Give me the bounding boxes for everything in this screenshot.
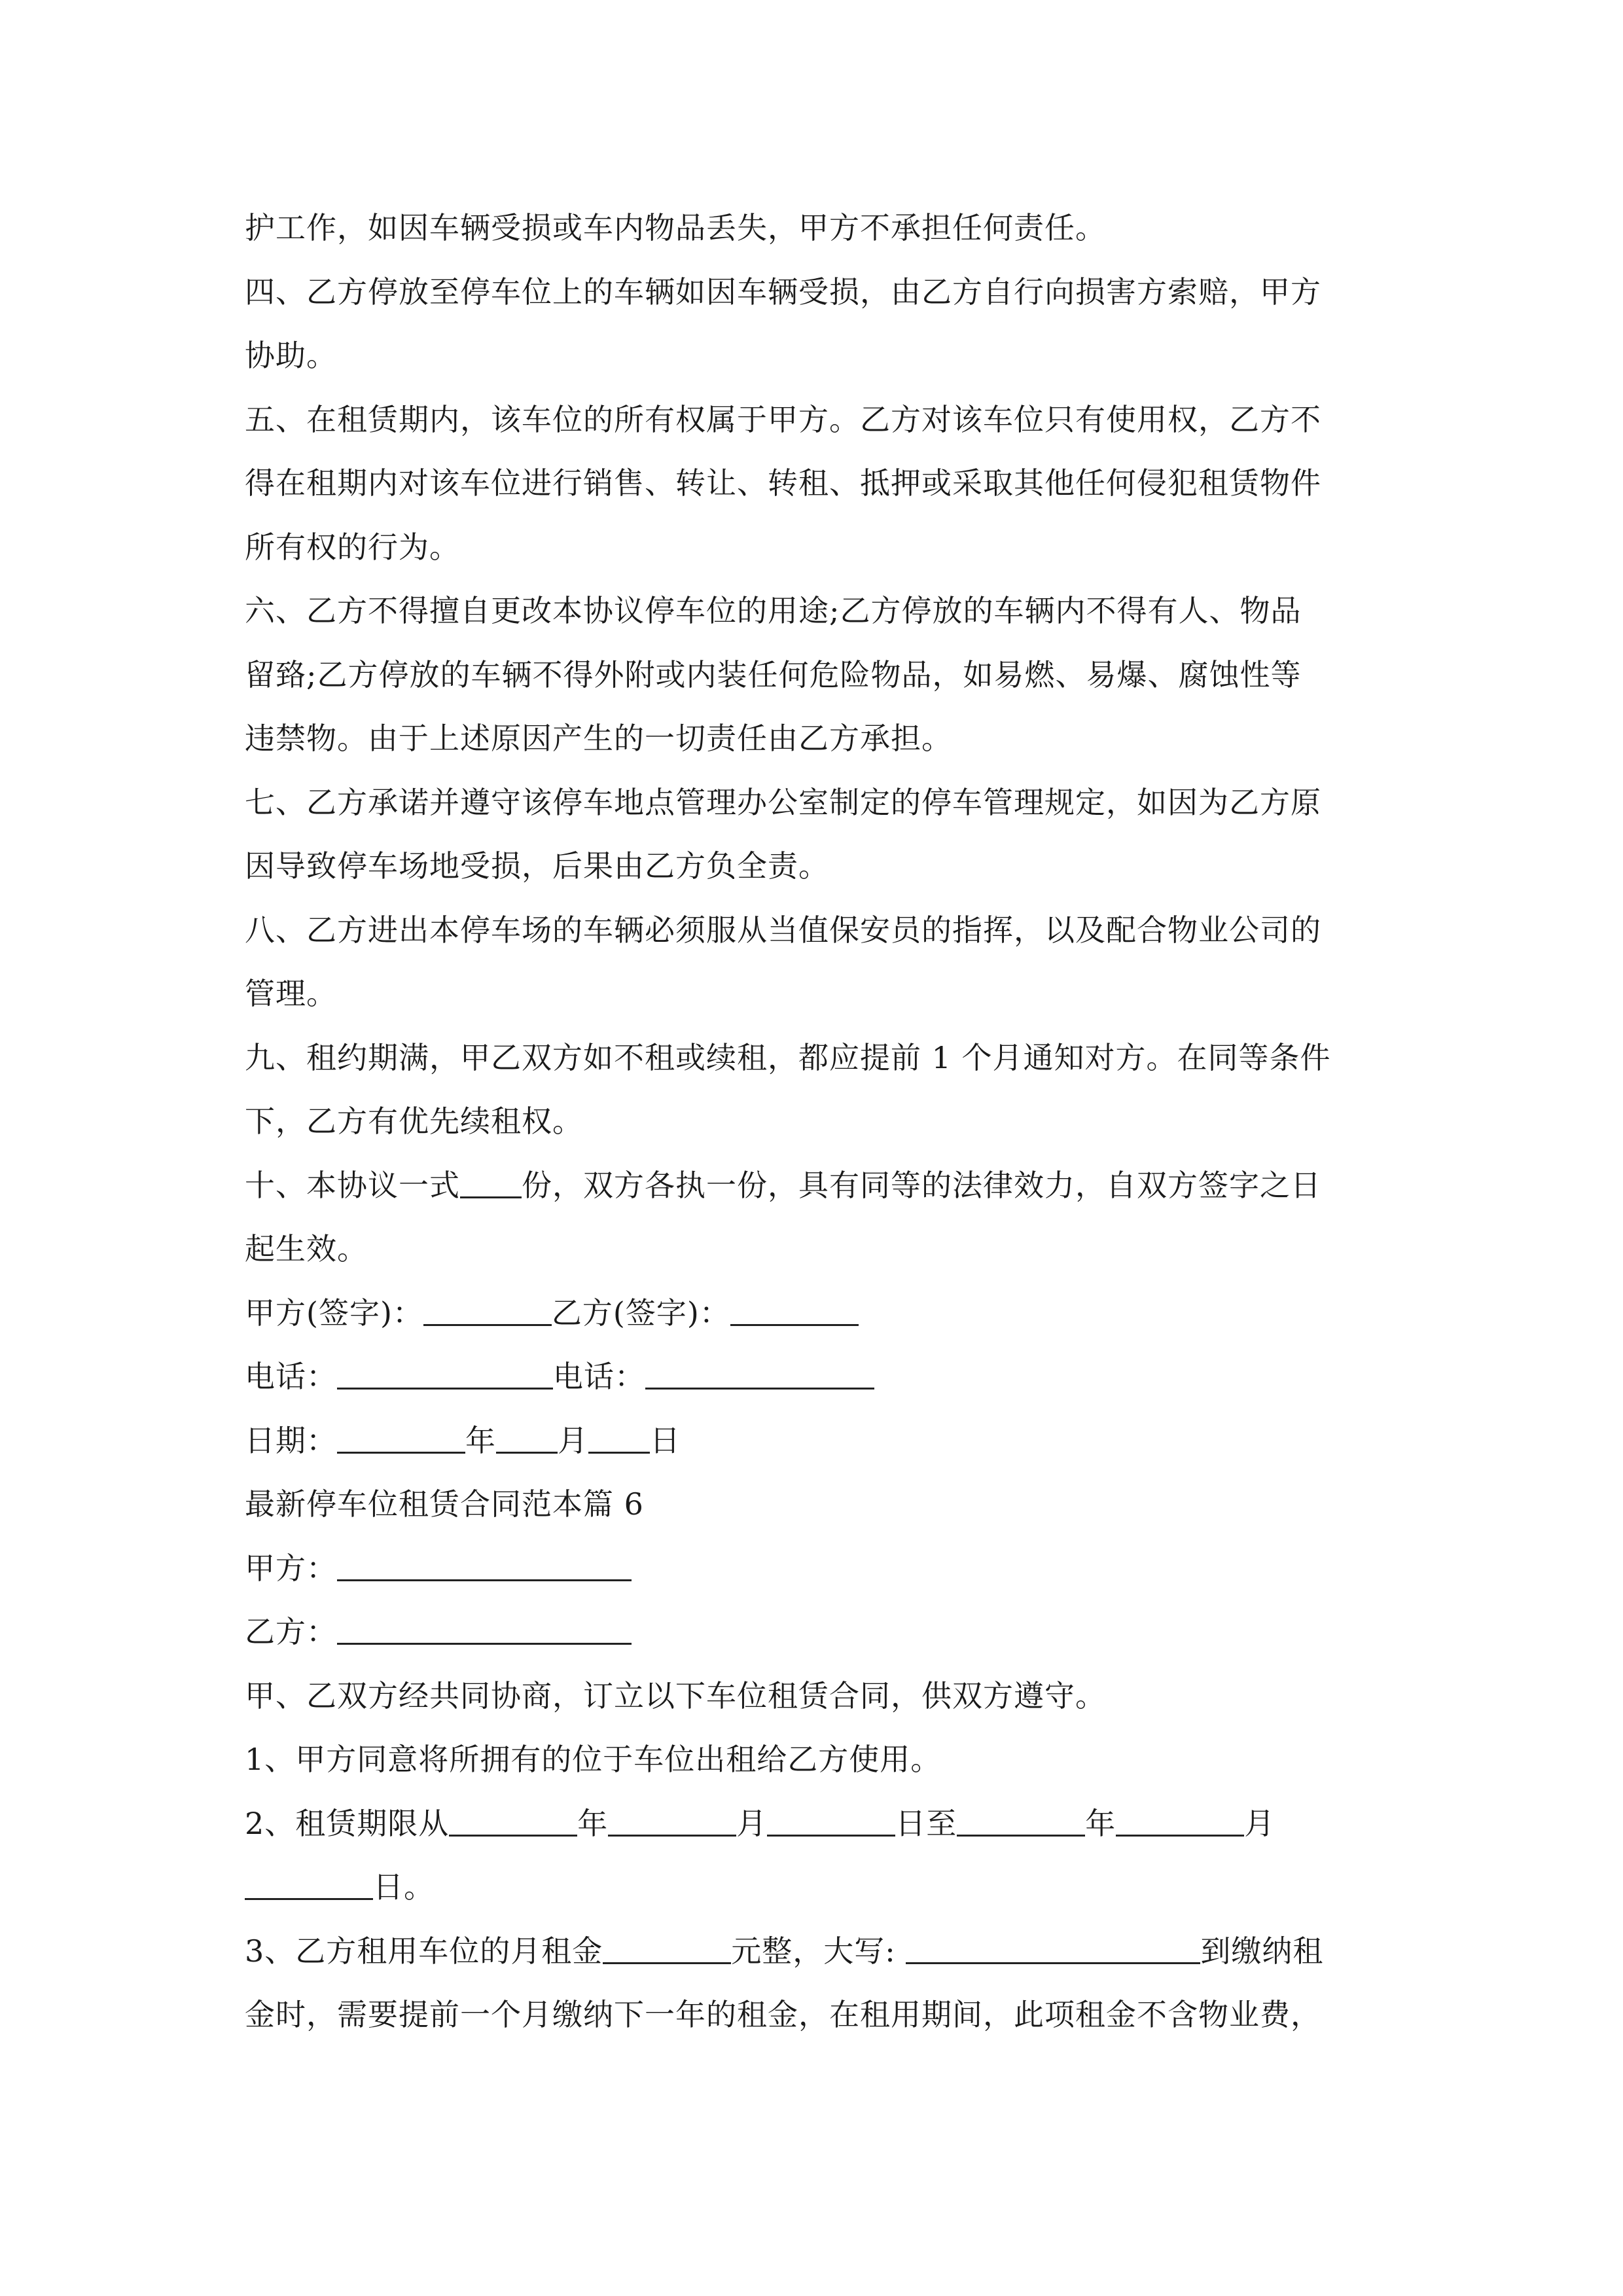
paragraph-line: 所有权的行为。 — [245, 529, 460, 565]
paragraph-line: 八、乙方进出本停车场的车辆必须服从当值保安员的指挥，以及配合物业公司的 — [245, 912, 1321, 948]
paragraph-line: 留臵;乙方停放的车辆不得外附或内装任何危险物品，如易燃、易爆、腐蚀性等 — [245, 656, 1302, 692]
paragraph-line: 因导致停车场地受损，后果由乙方负全责。 — [245, 848, 829, 884]
paragraph-line: 管理。 — [245, 976, 337, 1011]
date-label: 日期： — [245, 1422, 337, 1458]
phone-line — [245, 1345, 1383, 1409]
start-month-blank — [608, 1804, 736, 1837]
clause-10-line — [245, 1154, 1383, 1218]
paragraph-line: 违禁物。由于上述原因产生的一切责任由乙方承担。 — [245, 721, 952, 756]
copies-blank — [460, 1166, 522, 1198]
party-a-line — [245, 1537, 1383, 1601]
signature-line — [245, 1282, 1383, 1346]
start-month-label: 月 — [736, 1805, 768, 1841]
party-b-signature-label: 乙方(签字)： — [551, 1295, 730, 1331]
paragraph-line: 护工作，如因车辆受损或车内物品丢失，甲方不承担任何责任。 — [245, 210, 1106, 245]
day-label: 日 — [650, 1422, 681, 1458]
party-a-blank — [337, 1549, 632, 1581]
end-year-label: 年 — [1085, 1805, 1116, 1841]
paragraph-line: 六、乙方不得擅自更改本协议停车位的用途;乙方停放的车辆内不得有人、物品 — [245, 593, 1302, 628]
item-3-text-b: 元整，大写: — [731, 1933, 896, 1969]
item-2-text: 2、租赁期限从 — [245, 1805, 450, 1841]
paragraph-line: 得在租期内对该车位进行销售、转让、转租、抵押或采取其他任何侵犯租赁物件 — [245, 465, 1321, 501]
party-b-phone-blank — [645, 1357, 874, 1390]
paragraph-line: 起生效。 — [245, 1231, 368, 1266]
start-year-label: 年 — [577, 1805, 609, 1841]
day-blank — [588, 1422, 650, 1454]
party-a-phone-blank — [337, 1357, 553, 1390]
party-b-blank — [337, 1613, 632, 1645]
item-2-cont-line — [245, 1856, 1383, 1920]
start-day-blank — [767, 1804, 895, 1837]
paragraph-line: 七、乙方承诺并遵守该停车地点管理办公室制定的停车管理规定，如因为乙方原 — [245, 784, 1321, 820]
month-blank — [496, 1422, 558, 1454]
item-2-end: 日。 — [373, 1869, 435, 1905]
paragraph-line: 九、租约期满，甲乙双方如不租或续租，都应提前 1 个月通知对方。在同等条件 — [245, 1039, 1331, 1075]
start-year-blank — [449, 1804, 577, 1837]
party-a-signature-blank — [423, 1294, 552, 1326]
paragraph-line: 四、乙方停放至停车位上的车辆如因车辆受损，由乙方自行向损害方索赔，甲方 — [245, 274, 1321, 310]
month-label: 月 — [558, 1422, 588, 1458]
end-year-blank — [957, 1804, 1085, 1837]
year-label: 年 — [465, 1422, 496, 1458]
item-3-line — [245, 1920, 1383, 1984]
party-a-label: 甲方： — [245, 1550, 337, 1586]
item-3-text: 3、乙方租用车位的月租金 — [245, 1933, 603, 1969]
start-day-label: 日至 — [895, 1805, 957, 1841]
clause-10-text: 十、本协议一式 — [245, 1167, 460, 1203]
end-day-blank — [245, 1868, 373, 1900]
item-3-text-c: 到缴纳租 — [1200, 1933, 1324, 1969]
party-b-label: 乙方： — [245, 1614, 337, 1649]
section-title: 最新停车位租赁合同范本篇 6 — [245, 1486, 644, 1522]
end-month-blank — [1116, 1804, 1244, 1837]
paragraph-line: 金时，需要提前一个月缴纳下一年的租金，在租用期间，此项租金不含物业费， — [245, 1997, 1321, 2032]
party-a-signature-label: 甲方(签字)： — [245, 1295, 423, 1331]
paragraph-line: 下，乙方有优先续租权。 — [245, 1103, 583, 1139]
paragraph-line: 五、在租赁期内，该车位的所有权属于甲方。乙方对该车位只有使用权，乙方不 — [245, 401, 1321, 437]
party-b-line — [245, 1600, 1383, 1664]
intro-line: 甲、乙双方经共同协商，订立以下车位租赁合同，供双方遵守。 — [245, 1677, 1106, 1713]
clause-10-text-cont: 份，双方各执一份，具有同等的法律效力，自双方签字之日 — [522, 1167, 1321, 1203]
rent-uppercase-blank — [906, 1932, 1200, 1964]
party-a-phone-label: 电话： — [245, 1359, 337, 1394]
paragraph-line: 协助。 — [245, 338, 337, 373]
contract-text — [245, 196, 1383, 2047]
item-2-line — [245, 1792, 1383, 1856]
party-b-phone-label: 电话： — [553, 1359, 645, 1394]
party-b-signature-blank — [730, 1294, 859, 1326]
date-line — [245, 1409, 1383, 1473]
rent-amount-blank — [603, 1932, 731, 1964]
end-month-label: 月 — [1244, 1805, 1275, 1841]
item-1-line: 1、甲方同意将所拥有的位于车位出租给乙方使用。 — [245, 1742, 942, 1777]
year-blank — [337, 1422, 465, 1454]
